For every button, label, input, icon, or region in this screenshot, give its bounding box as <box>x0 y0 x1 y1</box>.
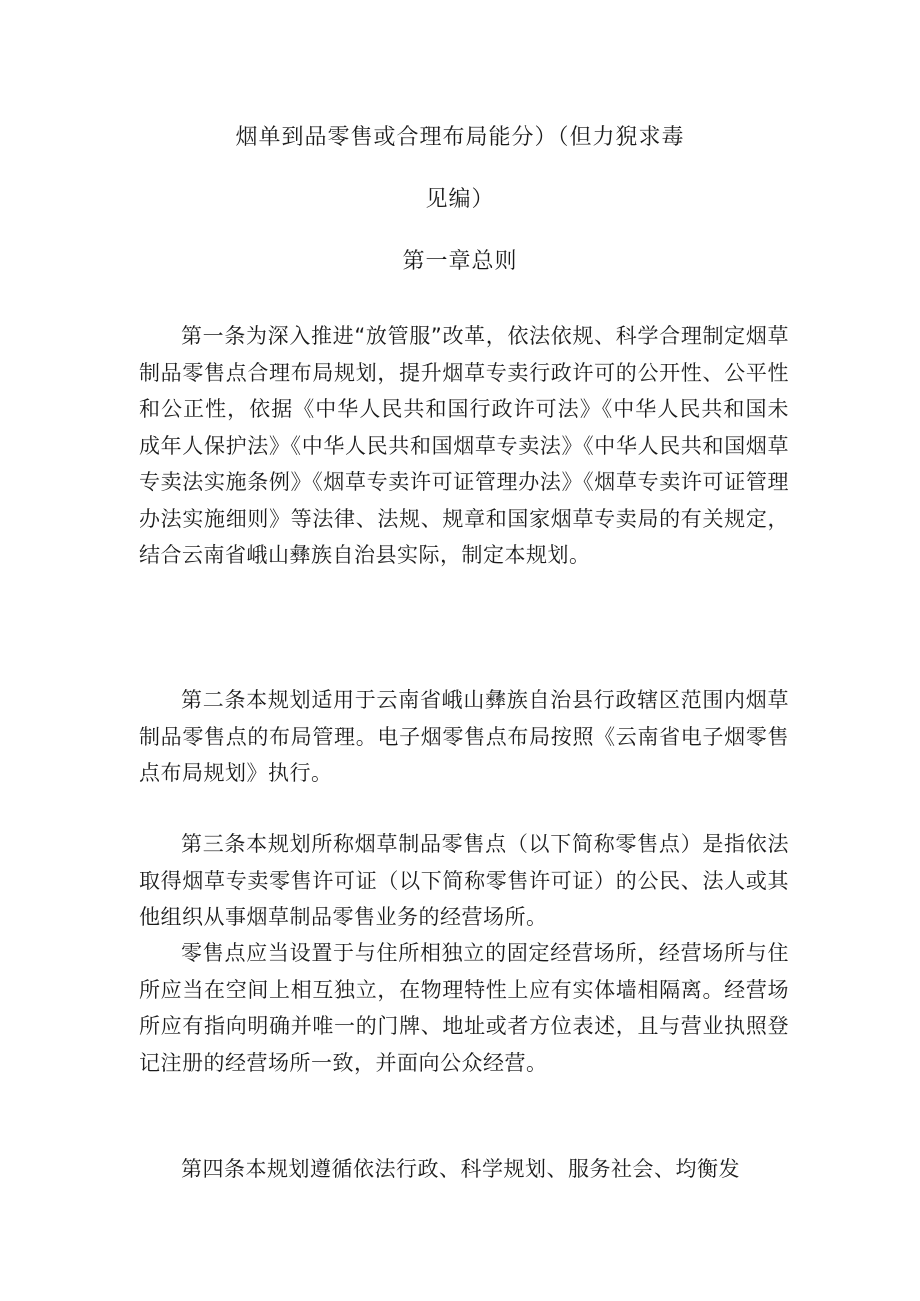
chapter-heading: 第一章总则 <box>402 249 518 274</box>
document-title-line-1: 烟单到品零售或合理布局能分）（但力猊求毒 <box>235 125 685 150</box>
article-3-continuation-paragraph: 零售点应当设置于与住所相独立的固定经营场所，经营场所与住所应当在空间上相互独立，在物理特性上应有实体墙相隔离。经营场所应有指向明确并唯一的门牌、地址或者方位表述，且与营业执照登记注册的经营场所一致，并面向公众经营。 <box>139 941 789 1075</box>
document-title-line-2: 见编） <box>425 187 495 212</box>
article-2-paragraph: 第二条本规划适用于云南省峨山彝族自治县行政辖区范围内烟草制品零售点的布局管理。电子烟零售点布局按照《云南省电子烟零售点布局规划》执行。 <box>139 688 789 785</box>
article-4-paragraph: 第四条本规划遵循依法行政、科学规划、服务社会、均衡发 <box>181 1157 740 1181</box>
article-1-paragraph: 第一条为深入推进“放管服”改革，依法依规、科学合理制定烟草制品零售点合理布局规划，提升烟草专卖行政许可的公开性、公平性和公正性，依据《中华人民共和国行政许可法》《中华人民共和国未成年人保护法》《中华人民共和国烟草专卖法》《中华人民共和国烟草专卖法实施条例》《烟草专卖许可证管理办法》《烟草专卖许可证管理办法实施细则》等法律、法规、规章和国家烟草专卖局的有关规定，结合云南省峨山彝族自治县实际，制定本规划。 <box>139 324 789 567</box>
article-3-paragraph: 第三条本规划所称烟草制品零售点（以下简称零售点）是指依法取得烟草专卖零售许可证（以下简称零售许可证）的公民、法人或其他组织从事烟草制品零售业务的经营场所。 <box>139 832 789 929</box>
